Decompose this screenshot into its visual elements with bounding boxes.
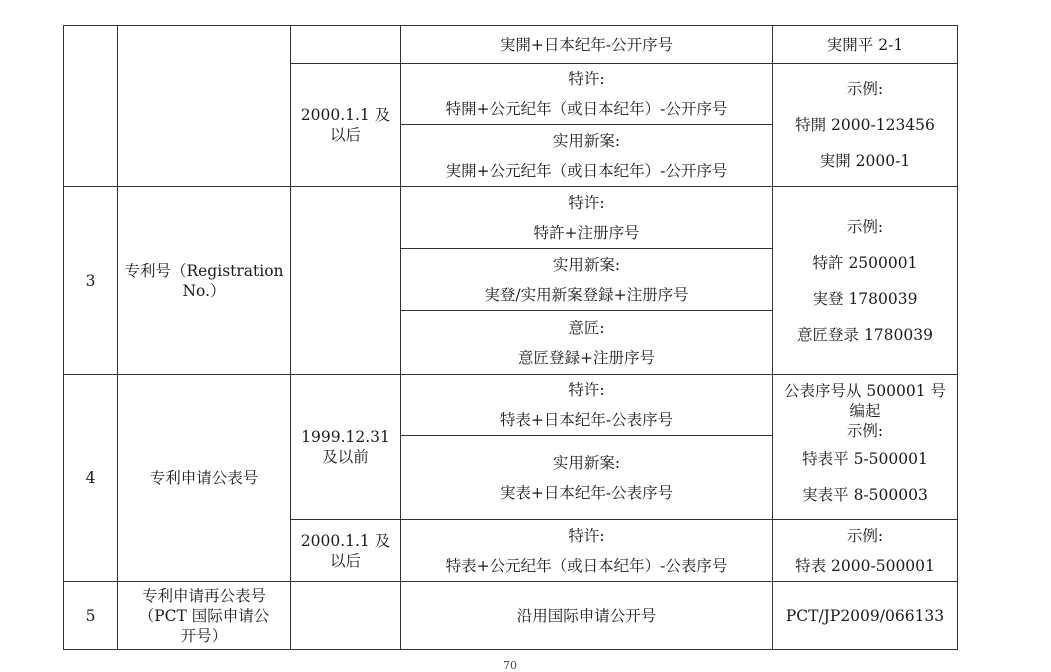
format-cell: [401, 26, 773, 64]
period-line: 及以前: [322, 448, 369, 466]
format-type-label: 特许:: [568, 381, 605, 399]
example-text: 特許 2500001: [812, 253, 918, 272]
format-text: 特表+日本纪年-公表序号: [499, 411, 674, 429]
format-text: 実表+日本纪年-公表序号: [499, 483, 674, 502]
period-cell: [291, 375, 401, 520]
period-line: 2000.1.1 及: [300, 106, 391, 124]
example-label: 示例:: [846, 80, 884, 98]
format-type-label: 特许:: [568, 70, 605, 88]
format-text: 特開+公元纪年（或日本纪年）-公开序号: [445, 100, 728, 118]
format-text: 実開+公元纪年（或日本纪年）-公开序号: [445, 161, 728, 180]
example-text: 特開 2000-123456: [795, 116, 935, 134]
format-type-label: 特许:: [568, 193, 605, 212]
format-cell: [401, 187, 773, 249]
example-text: 実登 1780039: [812, 289, 918, 308]
format-cell: [401, 311, 773, 375]
format-cell: [401, 375, 773, 436]
format-type-label: 实用新案:: [552, 255, 621, 274]
row-number-cell: [64, 582, 118, 650]
format-cell: [401, 249, 773, 311]
row-number: 4: [85, 469, 96, 487]
row-name-line: （PCT 国际申请公: [138, 606, 270, 625]
row-name-cell: [118, 375, 291, 582]
example-text: 意匠登录 1780039: [797, 325, 933, 344]
example-cell: [773, 375, 958, 520]
row-name-line: 专利申请公表号: [149, 469, 259, 487]
format-text: 実登/实用新案登録+注册序号: [484, 285, 689, 304]
period-line: 1999.12.31: [301, 428, 390, 446]
row-name-cell: [118, 582, 291, 650]
row-name-line: 专利申请再公表号: [141, 586, 266, 605]
format-text: 沿用国际申请公开号: [516, 606, 657, 625]
period-cell-empty: [291, 26, 401, 64]
table-row: [64, 187, 958, 249]
format-text: 特表+公元纪年（或日本纪年）-公表序号: [445, 556, 728, 575]
example-cell: [773, 187, 958, 375]
row-number-cell-empty: [64, 26, 118, 187]
row-number-cell: [64, 187, 118, 375]
period-cell-empty: [291, 187, 401, 375]
row-number: 3: [85, 271, 96, 290]
format-type-label: 实用新案:: [552, 131, 621, 150]
example-label: 示例:: [846, 422, 884, 440]
format-cell: [401, 520, 773, 582]
row-number-cell: [64, 375, 118, 582]
example-cell: [773, 582, 958, 650]
table-row: [64, 26, 958, 64]
format-cell: [401, 436, 773, 520]
note-text: 编起: [849, 402, 881, 420]
example-cell: [773, 26, 958, 64]
example-text: 実開平 2-1: [826, 35, 904, 54]
table-row: [64, 582, 958, 650]
period-cell: [291, 520, 401, 582]
example-text: 実開 2000-1: [819, 152, 911, 170]
row-name-cell-empty: [118, 26, 291, 187]
format-cell: [401, 582, 773, 650]
format-text: 特許+注册序号: [533, 223, 640, 242]
format-text: 実開+日本纪年-公开序号: [499, 35, 674, 54]
period-cell: [291, 64, 401, 187]
period-cell-empty: [291, 582, 401, 650]
example-label: 示例:: [846, 217, 884, 236]
example-label: 示例:: [846, 526, 884, 545]
example-text: 特表平 5-500001: [802, 450, 928, 468]
format-type-label: 意匠:: [568, 318, 605, 337]
row-name-line: 专利号（Registration: [124, 261, 284, 280]
format-type-label: 实用新案:: [552, 453, 621, 472]
row-name-cell: [118, 187, 291, 375]
patent-number-table: [63, 25, 958, 650]
note-text: 公表序号从 500001 号: [783, 382, 947, 400]
page-number: 70: [503, 659, 517, 672]
row-name-line: 开号）: [180, 626, 228, 645]
format-text: 意匠登録+注册序号: [518, 348, 655, 367]
example-cell: [773, 64, 958, 187]
table-row: [64, 375, 958, 436]
period-line: 以后: [329, 551, 361, 570]
row-name-line: No.）: [182, 281, 226, 300]
format-cell: [401, 125, 773, 187]
period-line: 2000.1.1 及: [300, 531, 391, 550]
format-type-label: 特许:: [568, 526, 605, 545]
example-text: 実表平 8-500003: [802, 486, 928, 504]
period-line: 以后: [329, 126, 361, 144]
example-text: PCT/JP2009/066133: [785, 606, 945, 625]
example-cell: [773, 520, 958, 582]
format-cell: [401, 64, 773, 125]
example-text: 特表 2000-500001: [795, 556, 935, 575]
row-number: 5: [85, 606, 96, 625]
